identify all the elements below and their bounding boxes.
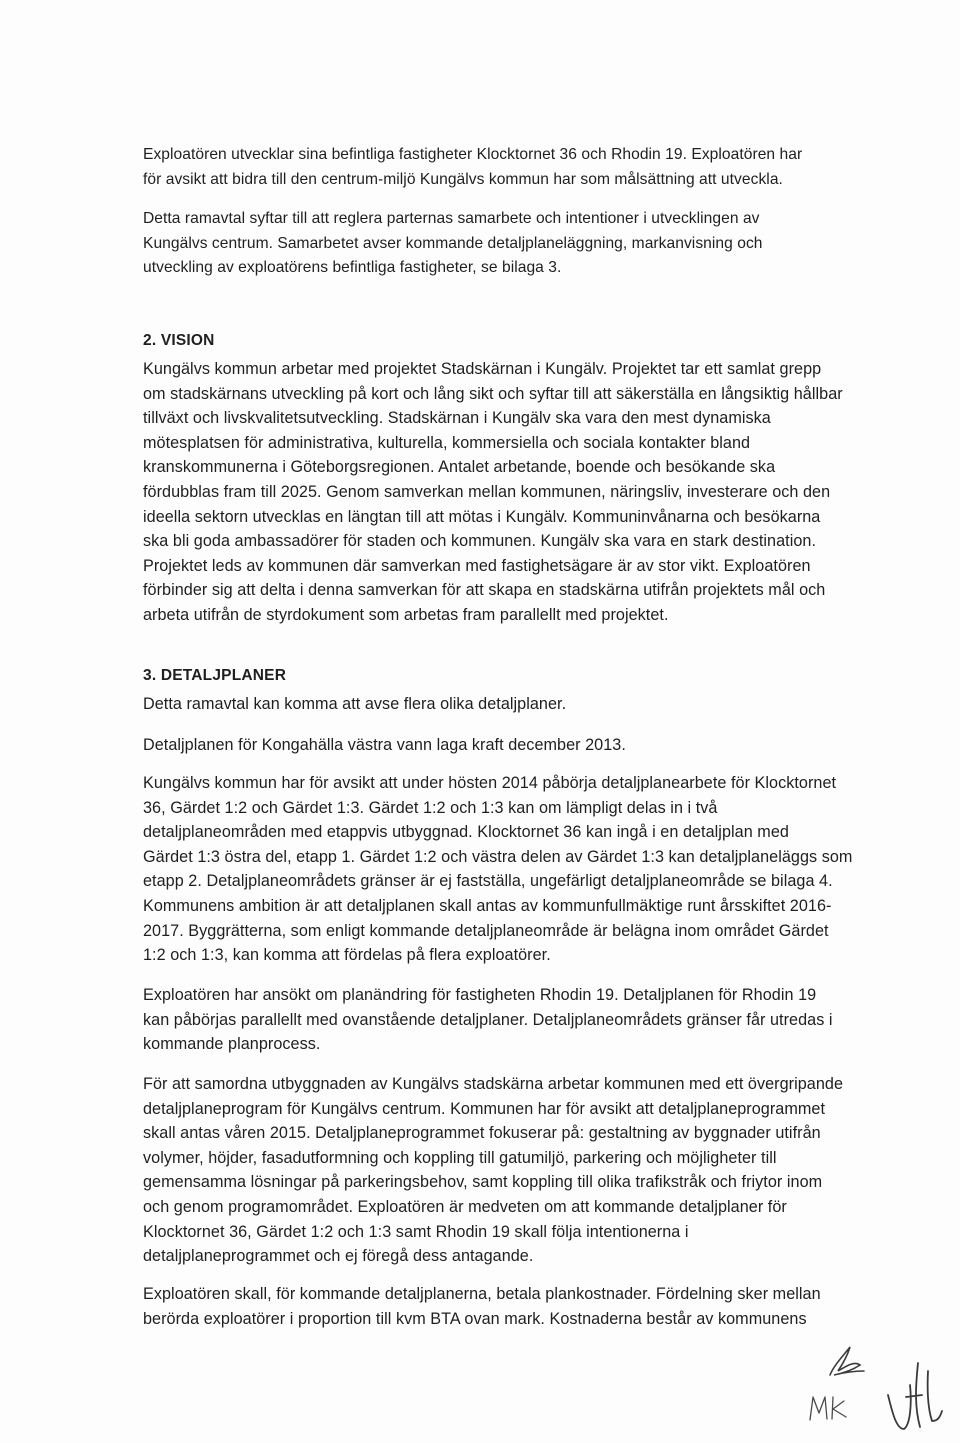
text-line: ideella sektorn utvecklas en längtan till att mötas i Kungälv. Kommuninvånarna och besökarna <box>143 507 821 526</box>
text-line: detaljplaneprogrammet och ej föregå dess antagande. <box>143 1247 534 1266</box>
text-line: Detta ramavtal kan komma att avse flera olika detaljplaner. <box>143 695 567 713</box>
text-line: Kommunens ambition är att detaljplanen skall antas av kommunfullmäktige runt årsskiftet 2016- <box>143 896 832 915</box>
text-line: och genom programområdet. Exploatören är medveten om att kommande detaljplaner för <box>143 1197 787 1216</box>
text-line: tillväxt och livskvalitetsutveckling. Stadskärnan i Kungälv ska vara den mest dynamiska <box>143 409 771 428</box>
text-line: Detaljplanen för Kongahälla västra vann laga kraft december 2013. <box>143 736 626 754</box>
text-line: kan påbörjas parallellt med ovanstående detaljplaner. Detaljplaneområdets gränser får utredas i <box>143 1010 833 1029</box>
text-line: Kungälvs kommun har för avsikt att under hösten 2014 påbörja detaljplanearbete för Klocktornet <box>143 774 837 792</box>
intro-paragraph-2 <box>143 207 903 281</box>
text-line: Kungälvs kommun arbetar med projektet Stadskärnan i Kungälv. Projektet tar ett samlat grepp <box>143 360 822 378</box>
text-line: Klocktornet 36, Gärdet 1:2 och 1:3 samt Rhodin 19 skall följa intentionerna i <box>143 1222 689 1241</box>
text-line: detaljplaneområden med etappvis utbyggnad. Klocktornet 36 kan ingå i en detaljplan med <box>143 823 789 842</box>
text-line: Exploatören skall, för kommande detaljplanerna, betala plankostnader. Fördelning sker mellan <box>143 1285 821 1303</box>
text-line: mötesplatsen för administrativa, kulturella, kommersiella och sociala kontakter bland <box>143 433 751 452</box>
text-line: för avsikt att bidra till den centrum-miljö Kungälvs kommun har som målsättning att utveckla. <box>143 170 783 188</box>
vision-paragraph <box>143 357 903 628</box>
section-3-heading: 3. DETALJPLANER <box>143 667 287 684</box>
text-line: utveckling av exploatörens befintliga fastigheter, se bilaga 3. <box>143 259 562 276</box>
detaljplaner-paragraph-6 <box>143 1282 903 1331</box>
text-line: Exploatören utvecklar sina befintliga fastigheter Klocktornet 36 och Rhodin 19. Exploatören har <box>143 146 803 163</box>
text-line: kranskommunerna i Göteborgsregionen. Antalet arbetande, boende och besökande ska <box>143 458 776 477</box>
text-line: Projektet leds av kommunen där samverkan med fastighetsägare är av stor vikt. Exploatören <box>143 556 811 575</box>
detaljplaner-paragraph-3 <box>143 771 903 968</box>
text-line: berörda exploatörer i proportion till kvm BTA ovan mark. Kostnaderna består av kommunens <box>143 1309 807 1328</box>
text-line: 1:2 och 1:3, kan komma att fördelas på flera exploatörer. <box>143 946 551 965</box>
handwritten-initials-signature <box>800 1335 950 1435</box>
text-line: För att samordna utbyggnaden av Kungälvs stadskärna arbetar kommunen med ett övergripande <box>143 1075 844 1093</box>
text-line: fördubblas fram till 2025. Genom samverkan mellan kommunen, näringsliv, investerare och den <box>143 482 831 501</box>
text-line: Detta ramavtal syftar till att reglera parternas samarbete och intentioner i utvecklingen av <box>143 210 760 227</box>
text-line: skall antas våren 2015. Detaljplaneprogrammet fokuserar på: gestaltning av byggnader utifrån <box>143 1124 821 1143</box>
text-line: om stadskärnans utveckling på kort och lång sikt och syftar till att säkerställa en långsiktig hållbar <box>143 384 843 403</box>
text-line: detaljplaneprogram för Kungälvs centrum. Kommunen har för avsikt att detaljplaneprogrammet <box>143 1099 826 1118</box>
text-line: arbeta utifrån de styrdokument som arbetas fram parallellt med projektet. <box>143 605 669 624</box>
text-line: gemensamma lösningar på parkeringsbehov, samt koppling till olika trafikstråk och friytor inom <box>143 1173 823 1192</box>
text-line: kommande planprocess. <box>143 1035 321 1054</box>
text-line: förbinder sig att delta i denna samverkan för att skapa en stadskärna utifrån projektets mål och <box>143 581 826 600</box>
text-line: Gärdet 1:3 östra del, etapp 1. Gärdet 1:2 och västra delen av Gärdet 1:3 kan detaljplaneläggs som <box>143 847 853 866</box>
detaljplaner-paragraph-2 <box>143 733 903 758</box>
text-line: 2017. Byggrätterna, som enligt kommande detaljplaneområde är belägna inom området Gärdet <box>143 921 829 940</box>
text-line: 36, Gärdet 1:2 och Gärdet 1:3. Gärdet 1:2 och 1:3 kan om lämpligt delas in i två <box>143 798 718 817</box>
text-line: volymer, höjder, fasadutformning och koppling till gatumiljö, parkering och möjligheter till <box>143 1148 777 1167</box>
text-line: etapp 2. Detaljplaneområdets gränser är ej fastställa, ungefärligt detaljplaneområde se bilaga 4. <box>143 872 833 891</box>
section-2-heading: 2. VISION <box>143 332 215 349</box>
text-line: ska bli goda ambassadörer för staden och kommunen. Kungälv ska vara en stark destination. <box>143 532 817 551</box>
detaljplaner-paragraph-4 <box>143 983 903 1057</box>
detaljplaner-paragraph-1 <box>143 692 903 717</box>
text-line: Kungälvs centrum. Samarbetet avser kommande detaljplaneläggning, markanvisning och <box>143 234 763 252</box>
text-line: Exploatören har ansökt om planändring för fastigheten Rhodin 19. Detaljplanen för Rhodin 19 <box>143 986 817 1004</box>
detaljplaner-paragraph-5 <box>143 1072 903 1269</box>
intro-paragraph-1 <box>143 143 903 192</box>
